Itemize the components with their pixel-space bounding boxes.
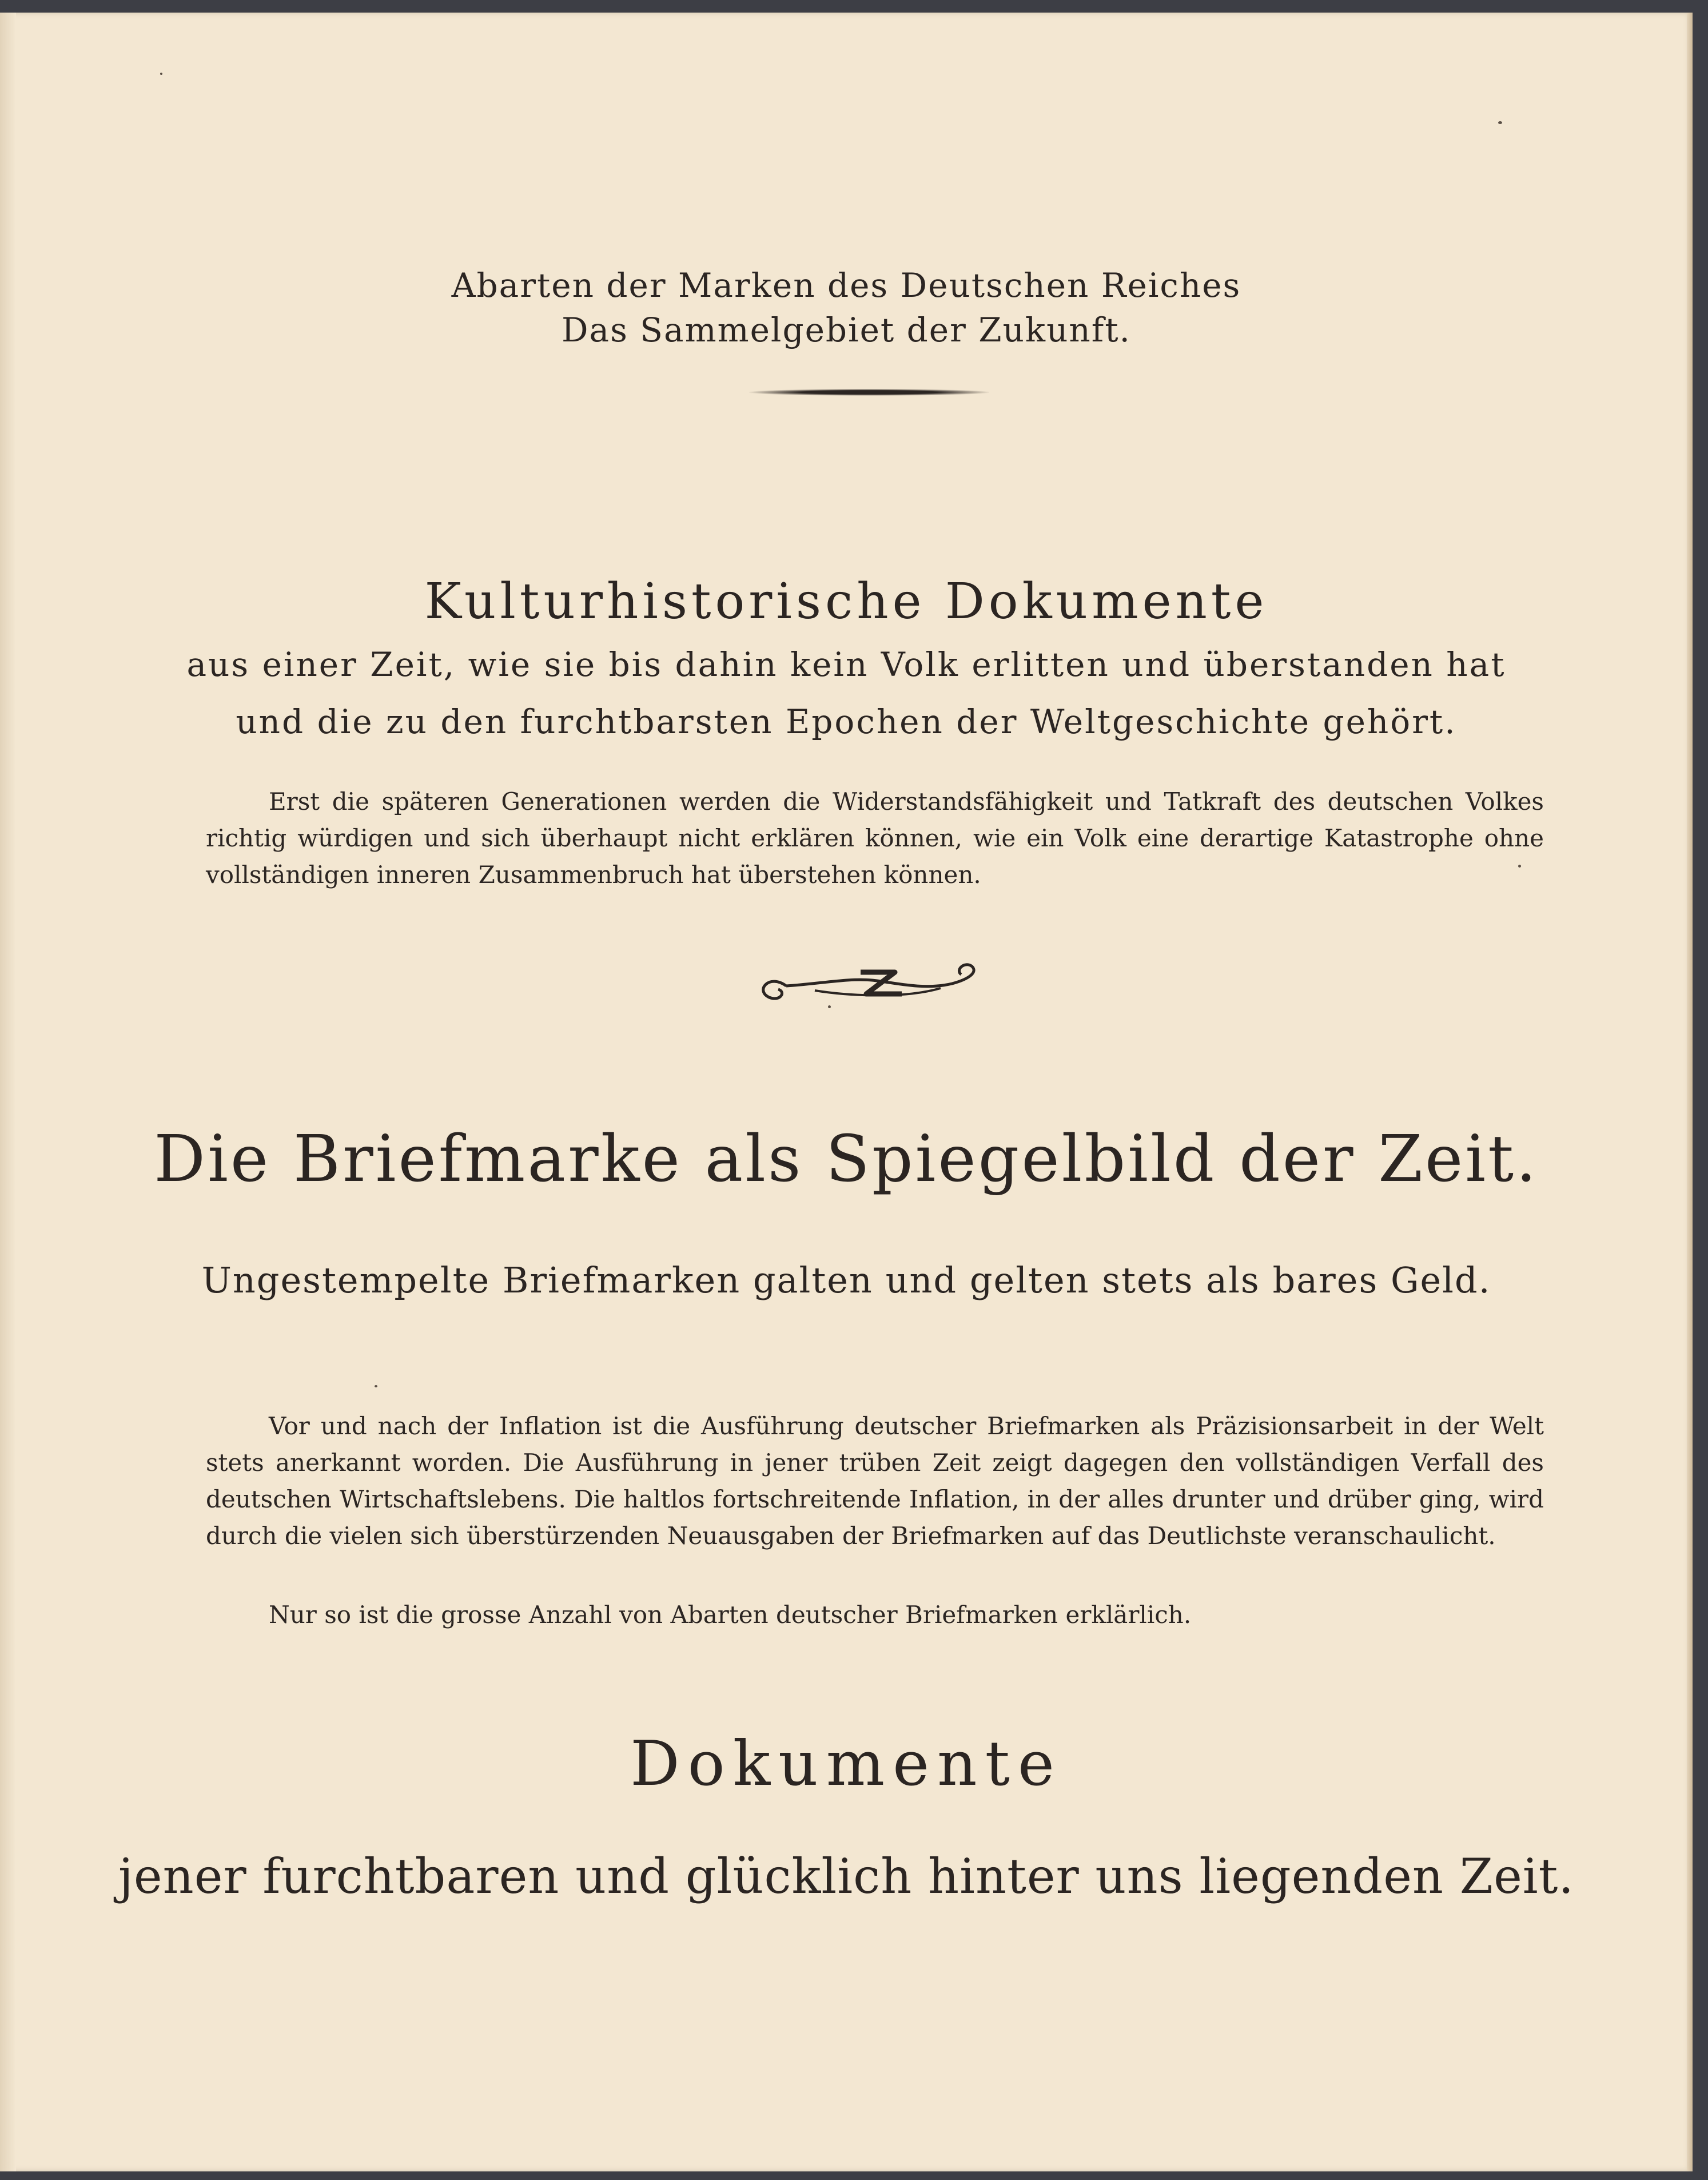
section-subheading-jener-zeit: jener furchtbaren und glücklich hinter uns liegenden Zeit. [118, 1848, 1575, 1904]
paper-speck [1498, 121, 1502, 124]
header-block [0, 263, 1693, 352]
document-page [0, 13, 1693, 2171]
paper-speck [160, 73, 162, 75]
ornament-flourish-icon [752, 950, 992, 1013]
header-line-2: Das Sammelgebiet der Zukunft. [562, 311, 1131, 349]
section-heading-kulturhistorische: Kulturhistorische Dokumente [424, 573, 1268, 630]
header-divider-rule [749, 389, 989, 396]
paper-speck [375, 1385, 377, 1387]
section-heading-dokumente: Dokumente [630, 1728, 1062, 1800]
section-subheading-ungestempelte: Ungestempelte Briefmarken galten und gelten stets als bares Geld. [201, 1259, 1491, 1301]
subheading-line-2: und die zu den furchtbarsten Epochen der Weltgeschichte gehört. [236, 702, 1457, 741]
header-line-1: Abarten der Marken des Deutschen Reiches [451, 266, 1241, 305]
paragraph-generationen: Erst die späteren Generationen werden die Widerstandsfähigkeit und Tatkraft des deutschen Volkes richtig würdigen und sich überhaupt nicht erklären können, wie ein Volk eine derartige Katastrophe ohne vollständigen inneren Zusammenbruch hat überstehen können. [206, 787, 1544, 889]
section-subheading-block [0, 636, 1693, 750]
paper-speck [828, 1005, 831, 1008]
paragraph-inflation: Vor und nach der Inflation ist die Ausführung deutscher Briefmarken als Präzisionsarbeit in der Welt stets anerkannt worden. Die Ausführung in jener trüben Zeit zeigt dagegen den vollständigen Verfall des deutschen Wirtschaftslebens. Die haltlos fortschreitende Inflation, in der alles drunter und drüber ging, wird durch die vielen sich überstürzenden Neuausgaben der Briefmarken auf das Deutlichste veranschaulicht. [206, 1412, 1544, 1550]
subheading-line-1: aus einer Zeit, wie sie bis dahin kein Volk erlitten und überstanden hat [186, 645, 1506, 684]
paper-speck [1518, 865, 1521, 868]
section-heading-briefmarke: Die Briefmarke als Spiegelbild der Zeit. [154, 1122, 1539, 1196]
paragraph-abarten-note: Nur so ist die grosse Anzahl von Abarten deutscher Briefmarken erklärlich. [269, 1601, 1192, 1629]
